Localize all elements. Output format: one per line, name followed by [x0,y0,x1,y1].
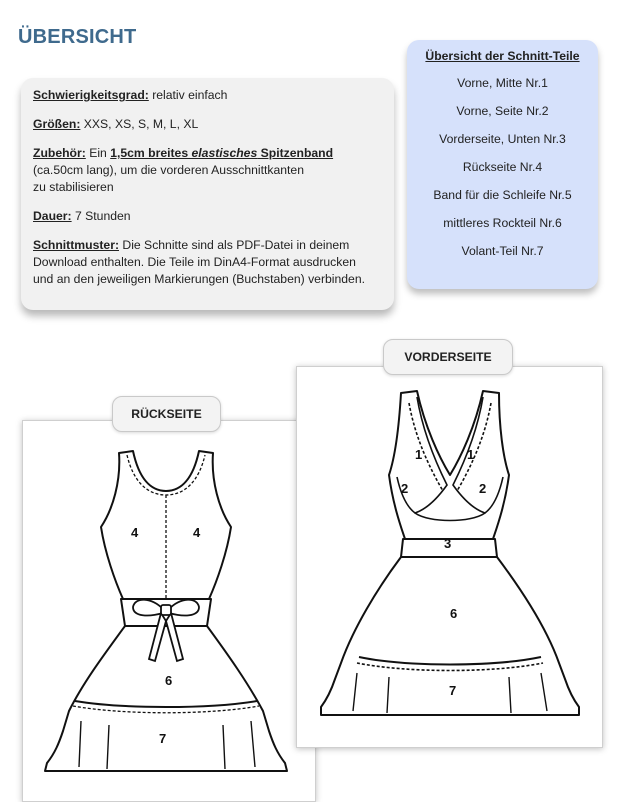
front-label-1-right: 1 [467,447,475,462]
back-view-panel [22,420,316,802]
sizes-label: Größen: [33,117,81,131]
accessory-label: Zubehör: [33,146,86,160]
duration-value: 7 Stunden [71,209,131,223]
pattern-line-2: Download enthalten. Die Teile im DinA4-Format ausdrucken [33,255,356,269]
accessory-line-2: (ca.50cm lang), um die vorderen Ausschnittkanten [33,163,304,177]
accessory-text: Ein [85,146,111,160]
back-label-4-left: 4 [131,525,139,540]
front-view-panel [296,366,603,748]
pattern-line [33,237,382,288]
front-dress-illustration [297,367,602,747]
parts-item: mittleres Rockteil Nr.6 [443,216,562,230]
accessory-bold-2: Spitzenband [257,146,334,160]
difficulty-value: relativ einfach [148,88,228,102]
front-label-7: 7 [449,683,457,698]
parts-item: Band für die Schleife Nr.5 [433,188,572,202]
back-label-7: 7 [159,731,167,746]
front-label-6: 6 [450,606,458,621]
page-title: ÜBERSICHT [18,26,137,48]
front-label-3: 3 [444,536,452,551]
pattern-label: Schnittmuster: [33,238,119,252]
accessory-bold-1: 1,5cm breites [110,146,192,160]
sizes-line [33,116,382,133]
difficulty-label: Schwierigkeitsgrad: [33,88,149,102]
pattern-line-1: Die Schnitte sind als PDF-Datei in deinem [119,238,350,252]
parts-item: Vorne, Mitte Nr.1 [457,76,548,90]
parts-item: Vorne, Seite Nr.2 [456,104,549,118]
difficulty-line [33,87,382,104]
back-view-tab: RÜCKSEITE [112,396,221,432]
front-label-2-left: 2 [401,481,409,496]
front-label-1-left: 1 [415,447,423,462]
parts-title: Übersicht der Schnitt-Teile [425,49,580,63]
duration-line [33,208,382,225]
back-dress-illustration [23,421,315,793]
duration-label: Dauer: [33,209,72,223]
parts-item: Volant-Teil Nr.7 [461,244,544,258]
front-view-tab: VORDERSEITE [383,339,513,375]
info-box [21,78,394,310]
accessory-line [33,145,382,196]
back-label-6: 6 [165,673,173,688]
front-label-2-right: 2 [479,481,487,496]
sizes-value: XXS, XS, S, M, L, XL [80,117,199,131]
back-label-4-right: 4 [193,525,201,540]
accessory-italic: elastisches [191,146,258,160]
parts-item: Vorderseite, Unten Nr.3 [439,132,566,146]
accessory-line-3: zu stabilisieren [33,180,114,194]
pattern-line-3: und an den jeweiligen Markierungen (Buchstaben) verbinden. [33,272,365,286]
pattern-parts-box [407,40,598,289]
parts-item: Rückseite Nr.4 [462,160,543,174]
